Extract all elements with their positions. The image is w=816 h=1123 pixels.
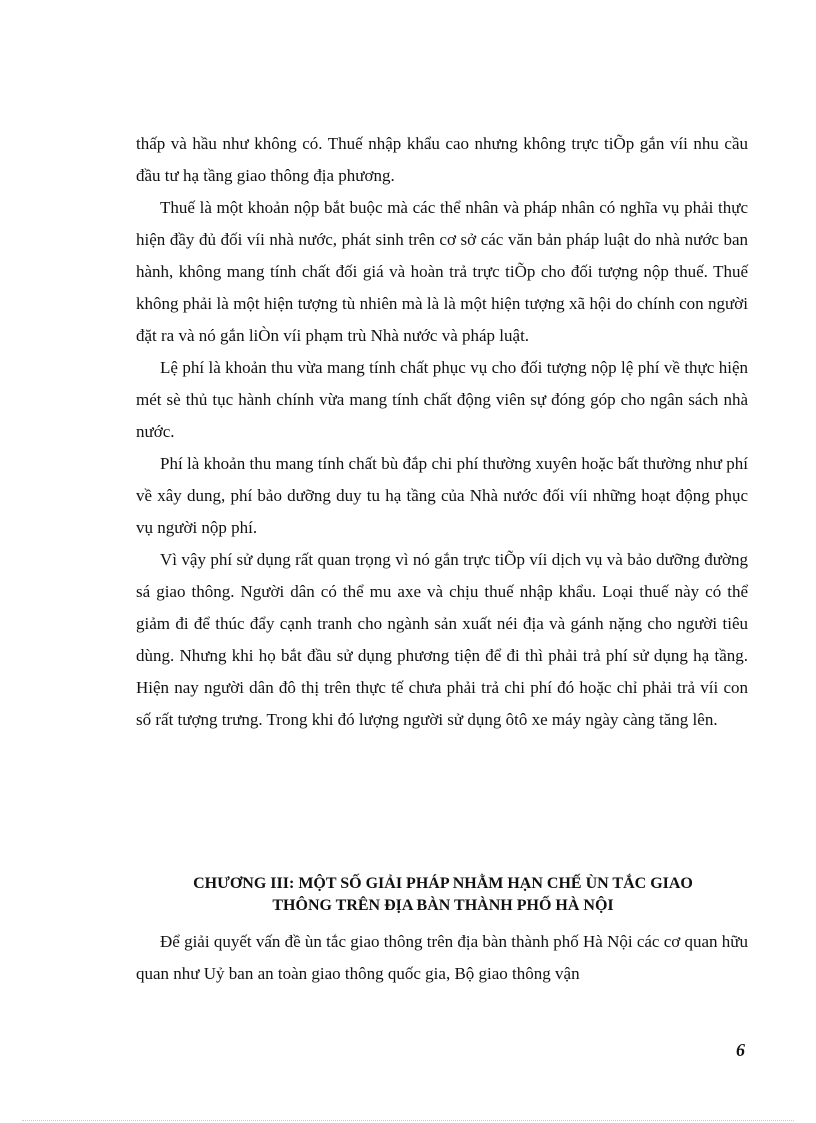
body-text [136,128,748,736]
footer-divider [22,1120,794,1121]
chapter-heading-line-2: THÔNG TRÊN ĐỊA BÀN THÀNH PHỐ HÀ NỘI [272,897,614,914]
page-number: 6 [736,1040,745,1060]
paragraph: Phí là khoản thu mang tính chất bù đắp chi phí thường xuyên hoặc bất thường như phí về xây dung, phí bảo dưỡng duy tu hạ tầng của Nhà nước đối víi những hoạt động phục vụ người nộp phí. [136,454,748,537]
paragraph: Vì vậy phí sử dụng rất quan trọng vì nó gắn trực tiÕp víi dịch vụ và bảo dưỡng đường sá giao thông. Người dân có thể mu axe và chịu thuế nhập khẩu. Loại thuế này có thể giảm đi để thúc đẩy cạnh tranh cho ngành sản xuất néi địa và gánh nặng cho người tiêu dùng. Nhưng khi họ bắt đầu sử dụng phương tiện để đi thì phải trả phí sử dụng hạ tầng. Hiện nay người dân đô thị trên thực tế chưa phải trả chi phí đó hoặc chỉ phải trả víi con số rất tượng trưng. Trong khi đó lượng người sử dụng ôtô xe máy ngày càng tăng lên. [136,550,748,729]
chapter-intro-text [136,926,748,990]
paragraph: Thuế là một khoản nộp bắt buộc mà các thể nhân và pháp nhân có nghĩa vụ phải thực hiện đầy đủ đối víi nhà nước, phát sinh trên cơ sở các văn bản pháp luật do nhà nước ban hành, không mang tính chất đối giá và hoàn trả trực tiÕp cho đối tượng nộp thuế. Thuế không phải là một hiện tượng tù nhiên mà là là một hiện tượng xã hội do chính con người đặt ra và nó gắn liÒn víi phạm trù Nhà nước và pháp luật. [136,198,748,345]
paragraph: Để giải quyết vấn đề ùn tắc giao thông trên địa bàn thành phố Hà Nội các cơ quan hữu quan như Uỷ ban an toàn giao thông quốc gia, Bộ giao thông vận [136,932,748,983]
chapter-heading-line-1: CHƯƠNG III: MỘT SỐ GIẢI PHÁP NHẰM HẠN CHẾ ÙN TẮC GIAO [193,875,693,892]
paragraph: Lệ phí là khoản thu vừa mang tính chất phục vụ cho đối tượng nộp lệ phí về thực hiện mét sè thủ tục hành chính vừa mang tính chất động viên sự đóng góp cho ngân sách nhà nước. [136,358,748,441]
paragraph: thấp và hầu như không có. Thuế nhập khẩu cao nhưng không trực tiÕp gắn víi nhu cầu đầu tư hạ tầng giao thông địa phương. [136,134,748,185]
chapter-heading [130,873,756,917]
